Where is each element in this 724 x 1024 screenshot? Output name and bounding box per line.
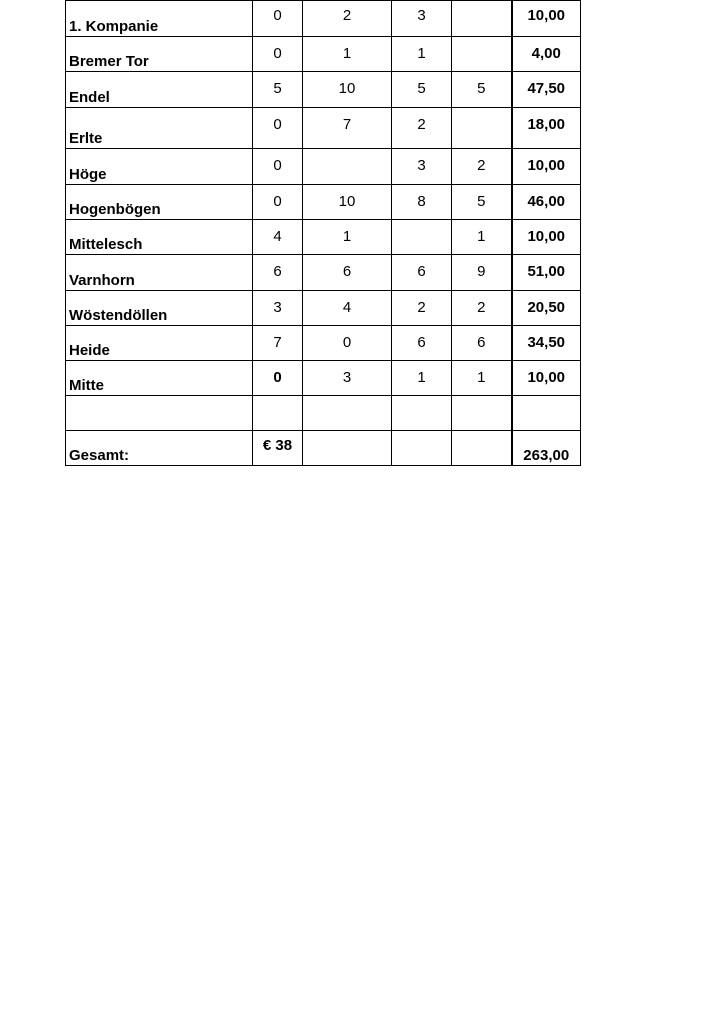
row-value-1: 0 — [253, 185, 303, 220]
row-value-4: 1 — [452, 220, 512, 255]
row-value-3: 1 — [392, 361, 452, 396]
row-value-2: 6 — [303, 255, 392, 291]
row-value-1: 7 — [253, 326, 303, 361]
summary-row — [66, 431, 581, 466]
empty-cell — [452, 396, 512, 431]
row-name: Endel — [66, 72, 253, 108]
row-total: 51,00 — [512, 255, 581, 291]
row-total: 46,00 — [512, 185, 581, 220]
row-name: Heide — [66, 326, 253, 361]
empty-cell — [392, 431, 452, 466]
row-value-4: 6 — [452, 326, 512, 361]
row-value-4 — [452, 108, 512, 149]
row-value-1: 0 — [253, 108, 303, 149]
row-total: 10,00 — [512, 220, 581, 255]
summary-amount: € 38 — [253, 431, 303, 466]
row-value-3: 3 — [392, 149, 452, 185]
empty-cell — [392, 396, 452, 431]
table-row — [66, 37, 581, 72]
table-row — [66, 255, 581, 291]
row-name: Hogenbögen — [66, 185, 253, 220]
row-value-4: 5 — [452, 72, 512, 108]
row-value-2: 0 — [303, 326, 392, 361]
row-total: 18,00 — [512, 108, 581, 149]
row-name: Bremer Tor — [66, 37, 253, 72]
row-value-1: 0 — [253, 149, 303, 185]
row-value-3: 6 — [392, 255, 452, 291]
table-row — [66, 220, 581, 255]
row-total: 20,50 — [512, 291, 581, 326]
row-value-1: 5 — [253, 72, 303, 108]
row-total: 10,00 — [512, 149, 581, 185]
empty-cell — [303, 431, 392, 466]
row-value-4 — [452, 37, 512, 72]
table-row — [66, 149, 581, 185]
row-value-4: 2 — [452, 149, 512, 185]
row-value-1: 0 — [253, 361, 303, 396]
empty-row — [66, 396, 581, 431]
row-name: Mitte — [66, 361, 253, 396]
row-value-2: 1 — [303, 220, 392, 255]
row-value-1: 3 — [253, 291, 303, 326]
row-value-3: 5 — [392, 72, 452, 108]
table-row — [66, 291, 581, 326]
table-row — [66, 1, 581, 37]
row-value-1: 4 — [253, 220, 303, 255]
row-value-2: 10 — [303, 72, 392, 108]
row-total: 4,00 — [512, 37, 581, 72]
row-value-3: 1 — [392, 37, 452, 72]
results-table — [65, 0, 581, 466]
empty-cell — [253, 396, 303, 431]
empty-cell — [452, 431, 512, 466]
row-value-1: 0 — [253, 37, 303, 72]
table-row — [66, 108, 581, 149]
row-total: 10,00 — [512, 361, 581, 396]
empty-cell — [512, 396, 581, 431]
row-value-3: 3 — [392, 1, 452, 37]
row-value-3: 8 — [392, 185, 452, 220]
row-value-1: 0 — [253, 1, 303, 37]
row-value-2: 1 — [303, 37, 392, 72]
summary-total: 263,00 — [512, 431, 581, 466]
row-value-4: 9 — [452, 255, 512, 291]
table-row — [66, 361, 581, 396]
empty-cell — [66, 396, 253, 431]
row-value-3: 2 — [392, 291, 452, 326]
row-value-4: 2 — [452, 291, 512, 326]
empty-cell — [303, 396, 392, 431]
row-name: Erlte — [66, 108, 253, 149]
table-row — [66, 185, 581, 220]
row-value-1: 6 — [253, 255, 303, 291]
row-name: Wöstendöllen — [66, 291, 253, 326]
row-total: 34,50 — [512, 326, 581, 361]
row-total: 47,50 — [512, 72, 581, 108]
table-row — [66, 72, 581, 108]
row-name: Höge — [66, 149, 253, 185]
row-value-3 — [392, 220, 452, 255]
row-value-3: 6 — [392, 326, 452, 361]
row-value-2: 4 — [303, 291, 392, 326]
row-value-4 — [452, 1, 512, 37]
row-value-2 — [303, 149, 392, 185]
row-name: Mittelesch — [66, 220, 253, 255]
row-name: Varnhorn — [66, 255, 253, 291]
row-value-2: 2 — [303, 1, 392, 37]
row-value-2: 3 — [303, 361, 392, 396]
row-name: 1. Kompanie — [66, 1, 253, 37]
row-value-3: 2 — [392, 108, 452, 149]
row-value-4: 5 — [452, 185, 512, 220]
row-value-2: 10 — [303, 185, 392, 220]
summary-label: Gesamt: — [66, 431, 253, 466]
row-value-2: 7 — [303, 108, 392, 149]
row-total: 10,00 — [512, 1, 581, 37]
table-row — [66, 326, 581, 361]
row-value-4: 1 — [452, 361, 512, 396]
